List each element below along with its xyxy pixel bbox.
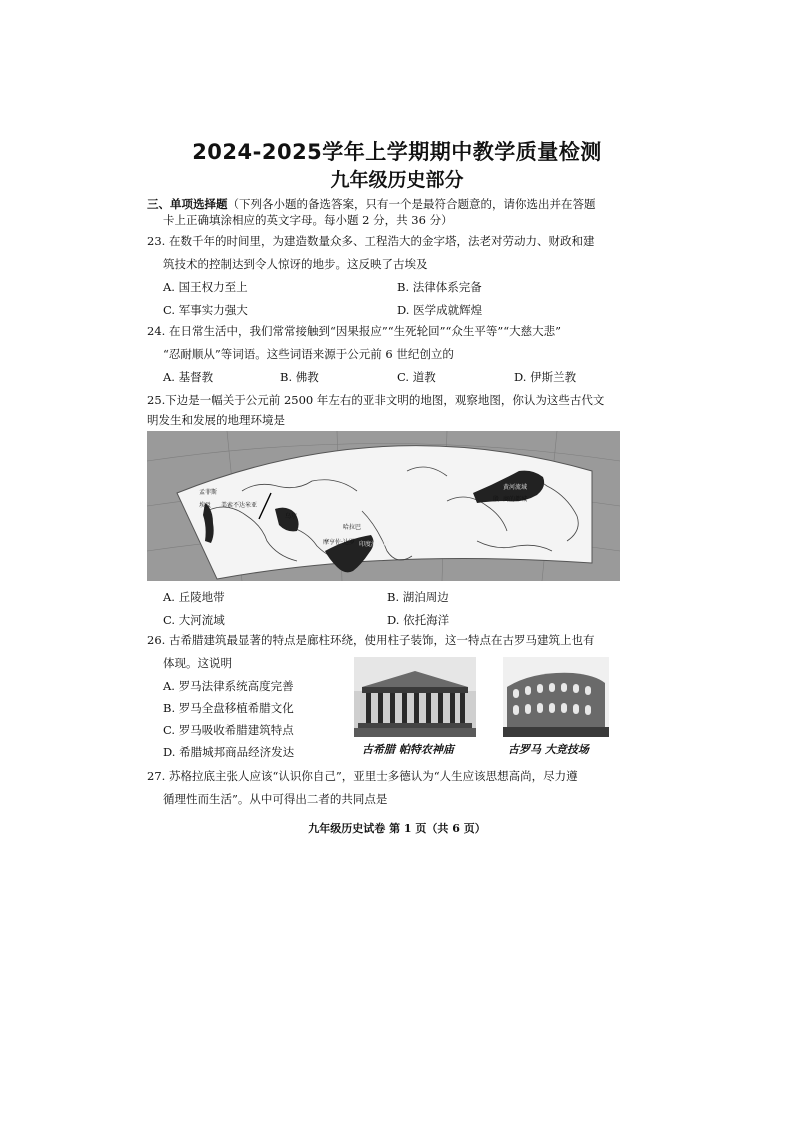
- q24-option-a: A. 基督教: [163, 370, 214, 384]
- q23-option-c: C. 军事实力强大: [163, 303, 248, 317]
- q26-option-d: D. 希腊城邦商品经济发达: [163, 745, 295, 759]
- label-egypt: 埃及: [199, 502, 212, 509]
- ancient-civilizations-map: [147, 431, 620, 581]
- q25-option-d: D. 依托海洋: [387, 613, 450, 627]
- q25-option-c: C. 大河流域: [163, 613, 225, 627]
- q25-stem-1: 25.下边是一幅关于公元前 2500 年左右的亚非文明的地图，观察地图，你认为这些古代文: [147, 393, 605, 407]
- q26-option-c: C. 罗马吸收希腊建筑特点: [163, 723, 294, 737]
- q27-stem-1: 27. 苏格拉底主张人应该“认识你自己”，亚里士多德认为“人生应该思想高尚，尽力遵: [147, 769, 578, 783]
- caption-colosseum: 古罗马 大竞技场: [508, 743, 589, 756]
- section-heading: 三、单项选择题: [147, 197, 228, 211]
- instruction-line-2: 卡上正确填涂相应的英文字母。每小题 2 分，共 36 分）: [163, 213, 453, 227]
- label-mesopotamia: 美索不达米亚: [221, 502, 258, 509]
- label-memphis: 孟菲斯: [199, 489, 218, 496]
- q23-option-a: A. 国王权力至上: [163, 280, 248, 294]
- exam-subtitle: 九年级历史部分: [330, 169, 464, 191]
- q25-option-a: A. 丘陵地带: [163, 590, 225, 604]
- instruction-line-1: （下列各小题的备选答案，只有一个是最符合题意的，请你选出并在答题: [227, 197, 596, 211]
- page-footer: 九年级历史试卷 第 1 页（共 6 页）: [308, 822, 486, 835]
- q24-option-b: B. 佛教: [280, 370, 319, 384]
- q25-stem-2: 明发生和发展的地理环境是: [147, 413, 285, 427]
- q24-stem-2: “忍耐顺从”等词语。这些词语来源于公元前 6 世纪创立的: [163, 347, 454, 361]
- label-yellow-river: 黄河流域: [503, 484, 528, 491]
- exam-title: 2024-2025学年上学期期中教学质量检测: [192, 140, 602, 164]
- colosseum-photo: [503, 657, 609, 737]
- label-indus: 印度河流域: [359, 541, 390, 548]
- q24-stem-1: 24. 在日常生活中，我们常常接触到“因果报应”“生死轮回”“众生平等”“大慈大悲”: [147, 324, 561, 338]
- q27-stem-2: 循理性而生活”。从中可得出二者的共同点是: [163, 792, 388, 806]
- q26-stem-1: 26. 古希腊建筑最显著的特点是廊柱环绕，使用柱子装饰，这一特点在古罗马建筑上也有: [147, 633, 595, 647]
- q26-stem-2: 体现。这说明: [163, 656, 232, 670]
- q25-option-b: B. 湖泊周边: [387, 590, 449, 604]
- q23-stem-1: 23. 在数千年的时间里，为建造数量众多、工程浩大的金字塔，法老对劳动力、财政和建: [147, 234, 595, 248]
- q23-option-b: B. 法律体系完备: [397, 280, 482, 294]
- section-instruction: [147, 196, 596, 212]
- caption-parthenon: 古希腊 帕特农神庙: [362, 743, 454, 756]
- label-yin: 殷: [493, 496, 500, 503]
- parthenon-photo: [354, 657, 476, 737]
- q24-option-d: D. 伊斯兰教: [514, 370, 577, 384]
- q24-option-c: C. 道教: [397, 370, 436, 384]
- label-mohenjo: 摩亨佐·达罗: [323, 539, 355, 546]
- q23-stem-2: 筑技术的控制达到令人惊讶的地步。这反映了古埃及: [163, 257, 428, 271]
- label-ur: 乌尔: [285, 513, 298, 520]
- q26-option-a: A. 罗马法律系统高度完善: [163, 679, 294, 693]
- q26-option-b: B. 罗马全盘移植希腊文化: [163, 701, 294, 715]
- label-capital: 商的都城: [503, 496, 528, 503]
- q23-option-d: D. 医学成就辉煌: [397, 303, 483, 317]
- label-harappa: 哈拉巴: [343, 524, 362, 531]
